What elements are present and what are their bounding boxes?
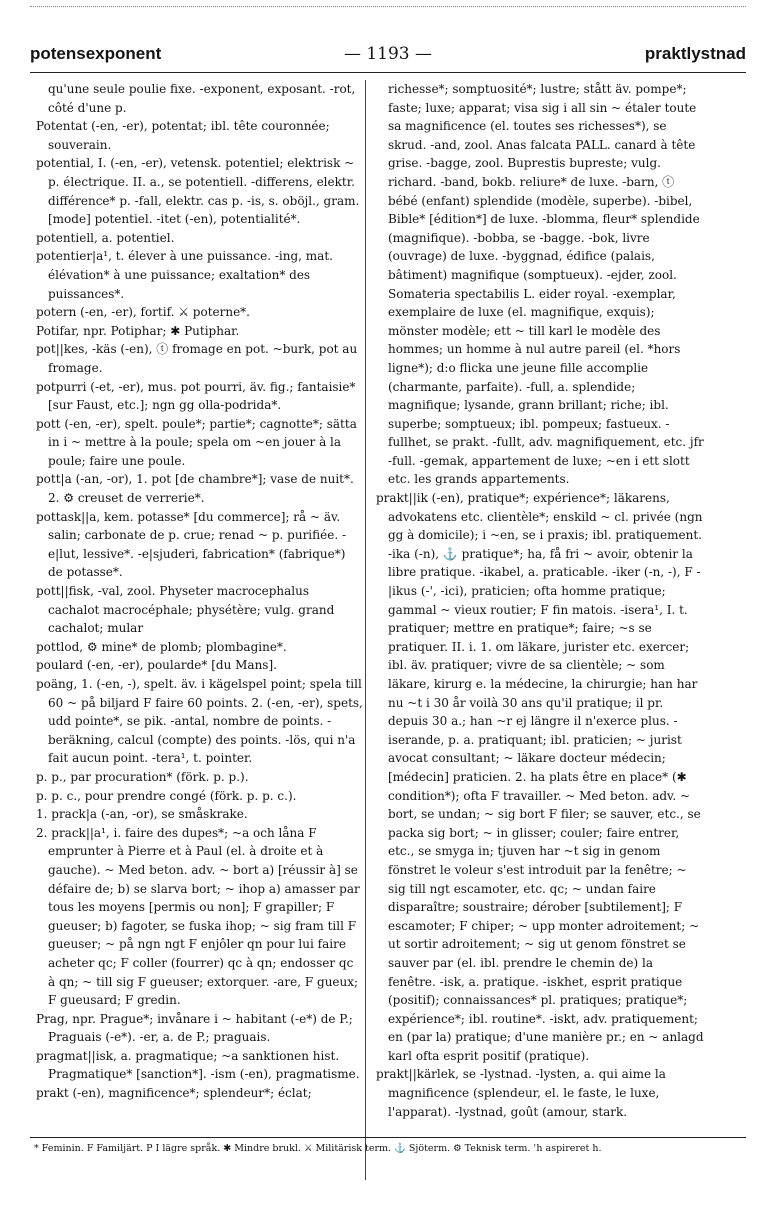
dictionary-entry: potential, I. (-en, -er), vetensk. potentiel; elektrisk ~ p. électrique. II. a., se potentiell. -differens, elektr. différence* p. -fall, elektr. cas p. -is, s. oböjl., gram. [mode] potentiel. -itet (-en), potentialité*. xyxy=(36,156,360,227)
footnote-legend: * Feminin. F Familjärt. P I lägre språk. ✱ Mindre brukl. ⚔ Militärisk term. ⚓ Sjöterm. ⚙ Teknisk term. ʿh aspireret h. xyxy=(34,1143,602,1154)
dictionary-entry: prakt||kärlek, se -lystnad. -lysten, a. qui aime la magnificence (splendeur, el. le faste, le luxe, l'apparat). -lystnad, goût (amour, stark. xyxy=(376,1067,666,1119)
dictionary-entry: pot||kes, -käs (-en), ⓣ fromage en pot. ~burk, pot au fromage. xyxy=(36,342,358,375)
top-dotted-rule xyxy=(30,6,746,7)
dictionary-entry: poäng, 1. (-en, -), spelt. äv. i kägelspel point; spela till 60 ~ på biljard F faire 60 points. 2. (-en, -er), spets, udd pointe*, se pik. -antal, nombre de points. -beräkning, calcul (compte) des points. -lös, qui n'a fait aucun point. -tera¹, t. pointer. xyxy=(36,677,363,766)
dictionary-entry: 1. prack|a (-an, -or), se småskrake. xyxy=(36,807,248,822)
dictionary-entry: pottlod, ⚙ mine* de plomb; plombagine*. xyxy=(36,639,287,654)
dictionary-entry: potentier|a¹, t. élever à une puissance. -ing, mat. élévation* à une puissance; exaltation* des puissances*. xyxy=(36,249,333,301)
dictionary-entry: prakt||ik (-en), pratique*; expérience*; läkarens, advokatens etc. clientèle*; enskild ~ cl. privée (ngn gg à domicile); i ~en, se i praxis; ibl. pratiquement. -ika (-n), ⚓ pratique*; ha, få fri ~ avoir, obtenir la libre pratique. -ikabel, a. praticable. -iker (-n, -), F -|ikus (-', -ici), praticien; ofta homme pratique; gammal ~ vieux routier; F fin matois. -isera¹, I. t. pratiquer; mettre en pratique*; faire; ~s se pratiquer. II. i. 1. om läkare, jurister etc. exercer; ibl. äv. pratiquer; vivre de sa clientèle; ~ som läkare, kirurg e. la médecine, la chirurgie; han har nu ~t i 30 år voilà 30 ans qu'il pratique; il pr. depuis 30 a.; han ~r ej längre il n'exerce plus. -iserande, p. a. pratiquant; ibl. praticien; ~ jurist avocat consultant; ~ läkare docteur médecin; [médecin] praticien. 2. ha plats être en place* (✱ condition*); ofta F travailler. ~ Med beton. adv. ~ bort, se undan; ~ sig bort F filer; se sauver, etc., se packa sig bort; ~ in glisser; couler; faire entrer, etc., se smyga in; tjuven har ~t sig in genom fönstret le voleur s'est introduit par la fenêtre; ~ sig till ngt escamoter, etc. qc; ~ undan faire disparaître; soustraire; dérober [subtilement]; F escamoter; F chiper; ~ upp monter adroitement; ~ ut sortir adroitement; ~ sig ut genom fönstret se sauver par (el. ibl. prendre le chemin de) la fenêtre. -isk, a. pratique. -iskhet, esprit pratique (positif); connaissances* pl. pratiques; pratique*; expérience*; ibl. routine*. -iskt, adv. pratiquement; en (par la) pratique; d'une manière pr.; en ~ anlagd karl ofta esprit positif (pratique). xyxy=(376,491,704,1063)
dictionary-entry: potentiell, a. potentiel. xyxy=(36,230,175,245)
dictionary-entry: pott (-en, -er), spelt. poule*; partie*; cagnotte*; sätta in i ~ mettre à la poule; spela om ~en jouer à la poule; faire une poule. xyxy=(36,416,357,468)
dictionary-entry: pott||fisk, -val, zool. Physeter macrocephalus cachalot macrocéphale; physétère; vulg. grand cachalot; mular xyxy=(36,584,335,636)
dictionary-entry: richesse*; somptuosité*; lustre; stått äv. pompe*; faste; luxe; apparat; visa sig i all sin ~ étaler toute sa magnificence (el. toutes ses richesses*), se skrud. -and, zool. Anas falcata PALL. canard à tête grise. -bagge, zool. Buprestis bupreste; vulg. richard. -band, bokb. reliure* de luxe. -barn, ⓣ bébé (enfant) splendide (modèle, superbe). -bibel, Bible* [édition*] de luxe. -blomma, fleur* splendide (magnifique). -bobba, se -bagge. -bok, livre (ouvrage) de luxe. -byggnad, édifice (palais, bâtiment) magnifique (somptueux). -ejder, zool. Somateria spectabilis L. eider royal. -exemplar, exemplaire de luxe (el. magnifique, exquis); mönster modèle; ett ~ till karl le modèle des hommes; un homme à nul autre pareil (el. *hors ligne*); d:o flicka une jeune fille accomplie (charmante, parfaite). -full, a. splendide; magnifique; lysande, grann brillant; riche; ibl. superbe; somptueux; ibl. pompeux; fastueux. -fullhet, se prakt. -fullt, adv. magnifiquement, etc. jfr -full. -gemak, appartement de luxe; ~en i ett slott etc. les grands appartements. xyxy=(388,82,704,487)
dictionary-entry: pragmat||isk, a. pragmatique; ~a sanktionen hist. Pragmatique* [sanction*]. -ism (-en), pragmatisme. xyxy=(36,1048,360,1082)
dictionary-entry: 2. prack||a¹, i. faire des dupes*; ~a och låna F emprunter à Pierre et à Paul (el. à droite et à gauche). ~ Med beton. adv. ~ bort a) [réussir à] se défaire de; b) se slarva bort; ~ ihop a) amasser par tous les moyens [permis ou non]; F grapiller; F gueuser; b) fagoter, se fuska ihop; ~ sig fram till F gueuser; ~ på ngn ngt F enjôler qn pour lui faire acheter qc; F coller (fourrer) qc à qn; endosser qc à qn; ~ till sig F gueuser; extorquer. -are, F gueux; F gueusard; F gredin. xyxy=(36,825,360,1008)
left-column xyxy=(36,80,364,1103)
dictionary-entry: potpurri (-et, -er), mus. pot pourri, äv. fig.; fantaisie* [sur Faust, etc.]; ngn gg olla-podrida*. xyxy=(36,379,356,413)
left-guide-word: potensexponent xyxy=(30,44,162,63)
right-column xyxy=(376,80,704,1121)
dictionary-entry: pott|a (-an, -or), 1. pot [de chambre*]; vase de nuit*. 2. ⚙ creuset de verrerie*. xyxy=(36,472,354,506)
dictionary-entry: p. p., par procuration* (förk. p. p.). xyxy=(36,769,249,784)
page-header xyxy=(30,44,746,70)
dictionary-entry: prakt (-en), magnificence*; splendeur*; éclat; xyxy=(36,1086,312,1101)
dictionary-entry: Prag, npr. Prague*; invånare i ~ habitant (-e*) de P.; Praguais (-e*). -er, a. de P.; praguais. xyxy=(36,1011,353,1045)
dictionary-entry: qu'une seule poulie fixe. -exponent, exposant. -rot, côté d'une p. xyxy=(48,82,356,115)
dictionary-entry: potern (-en, -er), fortif. ⚔ poterne*. xyxy=(36,305,250,320)
page-number: — 1193 — xyxy=(343,44,433,64)
footnote-rule xyxy=(30,1137,746,1138)
dictionary-entry: Potentat (-en, -er), potentat; ibl. tête couronnée; souverain. xyxy=(36,119,330,152)
dictionary-entry: Potifar, npr. Potiphar; ✱ Putiphar. xyxy=(36,323,240,338)
dictionary-entry: pottask||a, kem. potasse* [du commerce]; rå ~ äv. salin; carbonate de p. crue; renad ~ p. purifiée. -e|lut, lessive*. -e|sjuderi, fabrication* (fabrique*) de potasse*. xyxy=(36,509,347,580)
dictionary-entry: p. p. c., pour prendre congé (förk. p. p. c.). xyxy=(36,788,297,803)
column-divider xyxy=(365,80,366,1180)
right-guide-word: praktlystnad xyxy=(644,44,746,63)
dictionary-entry: poulard (-en, -er), poularde* [du Mans]. xyxy=(36,658,277,673)
header-rule xyxy=(30,72,746,73)
